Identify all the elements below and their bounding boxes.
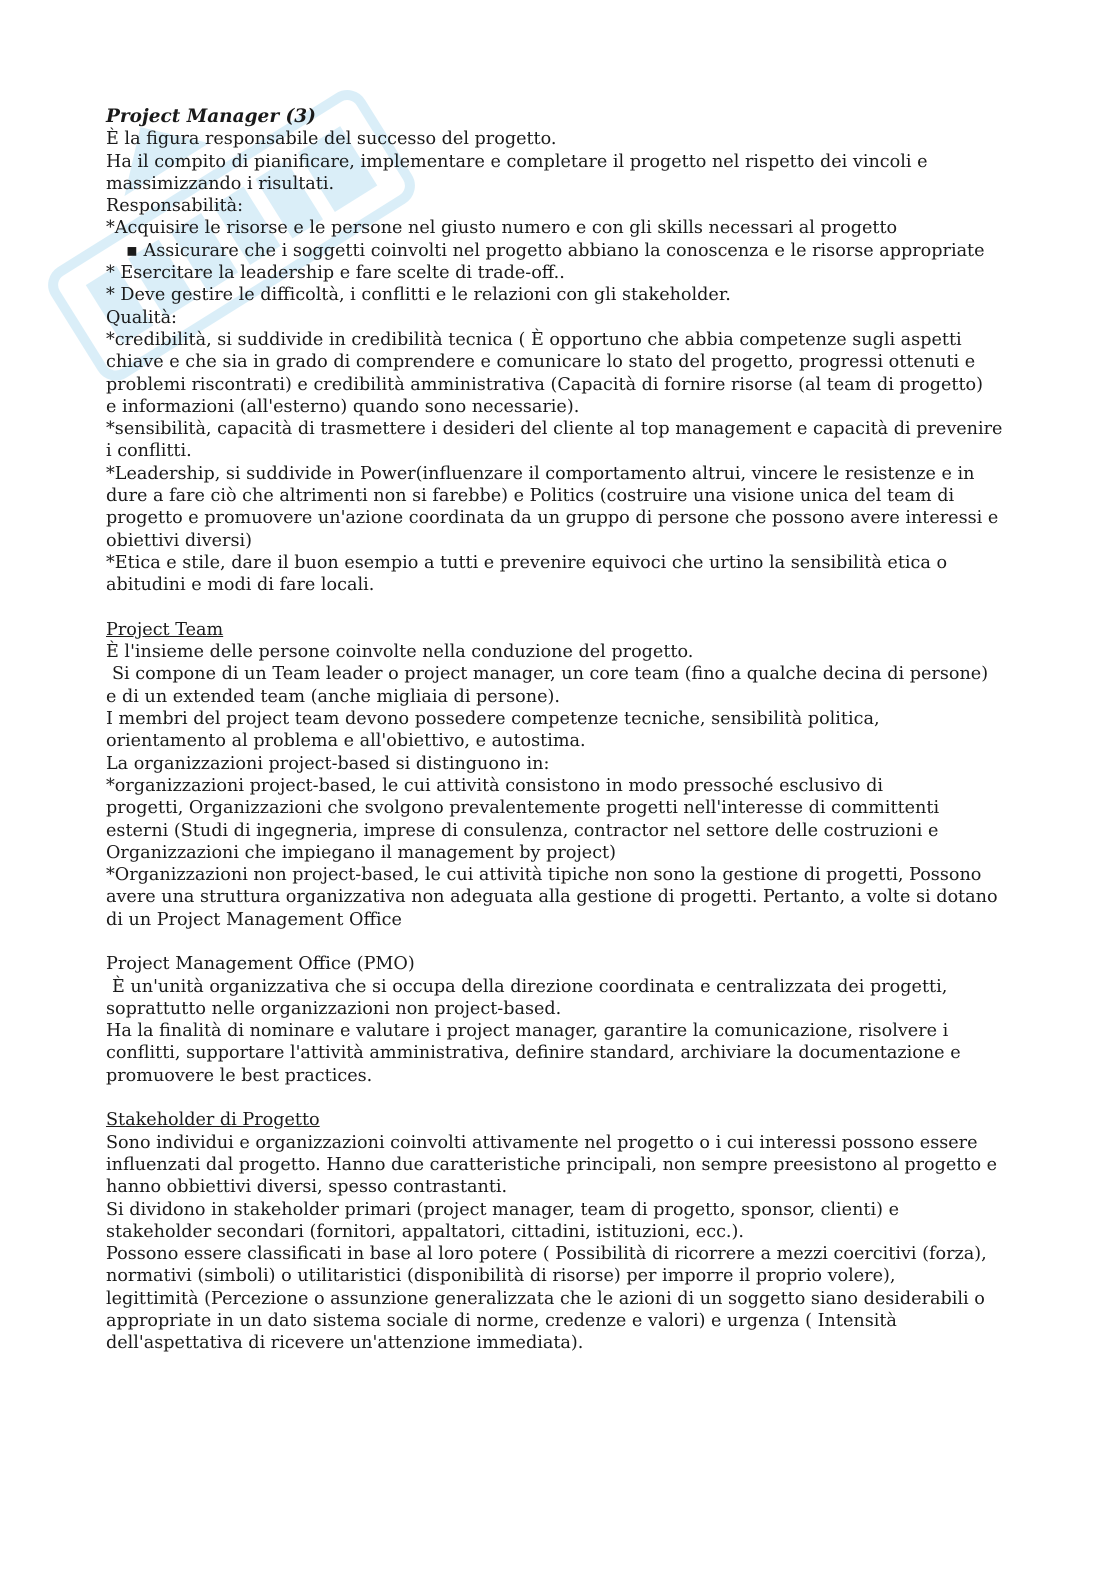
text-line: hanno obbiettivi diversi, spesso contrastanti. bbox=[106, 1177, 508, 1198]
text-line: di un Project Management Office bbox=[106, 909, 402, 930]
text-line: avere una struttura organizzativa non adeguata alla gestione di progetti. Pertanto, a volte si dotano bbox=[106, 887, 998, 908]
text-line: abitudini e modi di fare locali. bbox=[106, 575, 375, 596]
text-line: orientamento al problema e all'obiettivo, e autostima. bbox=[106, 731, 586, 752]
text-line: Possono essere classificati in base al loro potere ( Possibilità di ricorrere a mezzi coercitivi (forza), bbox=[106, 1244, 987, 1265]
text-line: I membri del project team devono possedere competenze tecniche, sensibilità politica, bbox=[106, 709, 880, 730]
text-line: progetto e promuovere un'azione coordinata da un gruppo di persone che possono avere interessi e bbox=[106, 508, 999, 529]
text-line: *organizzazioni project-based, le cui attività consistono in modo pressoché esclusivo di bbox=[106, 775, 883, 796]
text-line: *Etica e stile, dare il buon esempio a tutti e prevenire equivoci che urtino la sensibilità etica o bbox=[106, 552, 948, 573]
text-line: Organizzazioni che impiegano il management by project) bbox=[106, 842, 616, 863]
section-title-stakeholder: Stakeholder di Progetto bbox=[106, 1110, 320, 1131]
text-line: dell'aspettativa di ricevere un'attenzione immediata). bbox=[106, 1333, 584, 1354]
text-line: esterni (Studi di ingegneria, imprese di consulenza, contractor nel settore delle costruzioni e bbox=[106, 820, 939, 841]
text-line: legittimità (Percezione o assunzione generalizzata che le azioni di un soggetto siano desiderabili o bbox=[106, 1288, 985, 1309]
text-line: dure a fare ciò che altrimenti non si farebbe) e Politics (costruire una visione unica del team di bbox=[106, 486, 955, 507]
text-line: ▪ Assicurare che i soggetti coinvolti nel progetto abbiano la conoscenza e le risorse appropriate bbox=[126, 240, 985, 261]
text-line: * Esercitare la leadership e fare scelte di trade-off.. bbox=[106, 263, 565, 284]
section-title-project-manager: Project Manager (3) bbox=[106, 106, 316, 127]
text-line: Ha la finalità di nominare e valutare i project manager, garantire la comunicazione, risolvere i bbox=[106, 1021, 949, 1042]
text-line: La organizzazioni project-based si distinguono in: bbox=[106, 753, 550, 774]
text-line: Qualità: bbox=[106, 307, 177, 328]
paragraph-gap bbox=[106, 1087, 1011, 1109]
text-line: massimizzando i risultati. bbox=[106, 173, 335, 194]
text-line: i conflitti. bbox=[106, 441, 192, 462]
text-line: obiettivi diversi) bbox=[106, 530, 252, 551]
text-line: problemi riscontrati) e credibilità amministrativa (Capacità di fornire risorse (al team di progetto) bbox=[106, 374, 983, 395]
paragraph-gap bbox=[106, 931, 1011, 953]
text-line: È un'unità organizzativa che si occupa della direzione coordinata e centralizzata dei progetti, bbox=[112, 976, 948, 997]
text-line: progetti, Organizzazioni che svolgono prevalentemente progetti nell'interesse di committenti bbox=[106, 798, 940, 819]
document-page bbox=[106, 106, 1011, 1355]
text-line: appropriate in un dato sistema sociale di norme, credenze e valori) e urgenza ( Intensità bbox=[106, 1311, 897, 1332]
text-line: conflitti, supportare l'attività amministrativa, definire standard, archiviare la documentazione e bbox=[106, 1043, 961, 1064]
text-line: *Leadership, si suddivide in Power(influenzare il comportamento altrui, vincere le resistenze e in bbox=[106, 463, 975, 484]
text-line: Ha il compito di pianificare, implementare e completare il progetto nel rispetto dei vincoli e bbox=[106, 151, 928, 172]
text-line: Responsabilità: bbox=[106, 196, 244, 217]
text-line: normativi (simboli) o utilitaristici (disponibilità di risorse) per imporre il proprio volere), bbox=[106, 1266, 896, 1287]
text-line: soprattutto nelle organizzazioni non project-based. bbox=[106, 998, 562, 1019]
text-line: e di un extended team (anche migliaia di persone). bbox=[106, 686, 560, 707]
text-line: *sensibilità, capacità di trasmettere i desideri del cliente al top management e capacità di prevenire bbox=[106, 419, 1003, 440]
text-line: promuovere le best practices. bbox=[106, 1065, 373, 1086]
text-line: chiave e che sia in grado di comprendere e comunicare lo stato del progetto, progressi ottenuti e bbox=[106, 352, 976, 373]
text-line: * Deve gestire le difficoltà, i conflitti e le relazioni con gli stakeholder. bbox=[106, 285, 731, 306]
text-line: *credibilità, si suddivide in credibilità tecnica ( È opportuno che abbia competenze sugli aspetti bbox=[106, 329, 962, 350]
text-line: Si compone di un Team leader o project manager, un core team (fino a qualche decina di persone) bbox=[112, 664, 989, 685]
paragraph-gap bbox=[106, 597, 1011, 619]
text-line: *Organizzazioni non project-based, le cui attività tipiche non sono la gestione di progetti, Possono bbox=[106, 865, 982, 886]
section-title-pmo: Project Management Office (PMO) bbox=[106, 954, 415, 975]
text-line: *Acquisire le risorse e le persone nel giusto numero e con gli skills necessari al progetto bbox=[106, 218, 898, 239]
text-line: È la figura responsabile del successo del progetto. bbox=[106, 129, 557, 150]
section-title-project-team: Project Team bbox=[106, 619, 224, 640]
text-line: Sono individui e organizzazioni coinvolti attivamente nel progetto o i cui interessi possono essere bbox=[106, 1132, 978, 1153]
text-line: influenzati dal progetto. Hanno due caratteristiche principali, non sempre preesistono al progetto e bbox=[106, 1154, 998, 1175]
text-line: e informazioni (all'esterno) quando sono necessarie). bbox=[106, 396, 580, 417]
text-line: È l'insieme delle persone coinvolte nella conduzione del progetto. bbox=[106, 642, 694, 663]
text-line: stakeholder secondari (fornitori, appaltatori, cittadini, istituzioni, ecc.). bbox=[106, 1221, 744, 1242]
text-line: Si dividono in stakeholder primari (project manager, team di progetto, sponsor, clienti) e bbox=[106, 1199, 899, 1220]
